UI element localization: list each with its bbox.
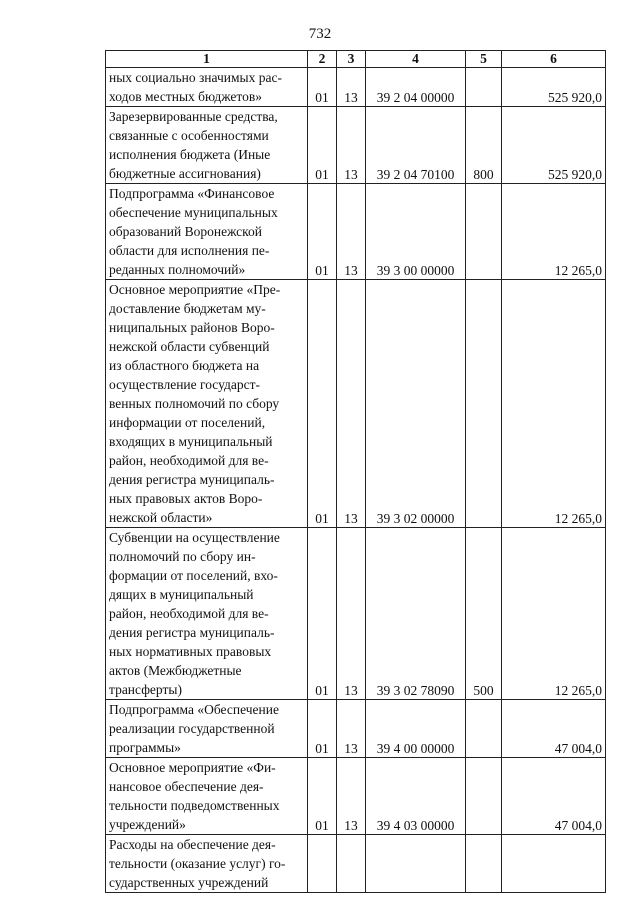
row-name-line: район, необходимой для ве-: [109, 606, 269, 621]
row-name-line: ных нормативных правовых: [109, 644, 272, 659]
page-number: 732: [308, 26, 332, 42]
row-name-line: информации от поселений,: [109, 415, 266, 430]
section-code-cell: 01: [308, 280, 337, 528]
table-row: [106, 280, 606, 528]
table-row: [106, 835, 606, 893]
row-name-line: реализации государственной: [109, 721, 275, 736]
row-name-line: ных социально значимых рас-: [109, 70, 282, 85]
table-row: [106, 184, 606, 280]
table-row: [106, 107, 606, 184]
section-code-cell: 01: [308, 700, 337, 758]
subsection-code-cell: 13: [337, 184, 366, 280]
amount-cell: 12 265,0: [502, 280, 606, 528]
header-col-4: 4: [366, 51, 466, 68]
amount-cell: [502, 835, 606, 893]
amount-cell: 47 004,0: [502, 758, 606, 835]
row-name-line: нежской области субвенций: [109, 339, 270, 354]
row-name-cell: [106, 758, 308, 835]
subsection-code-cell: 13: [337, 700, 366, 758]
row-name-line: Подпрограмма «Обеспечение: [109, 702, 279, 717]
section-code-cell: 01: [308, 528, 337, 700]
subsection-code-cell: 13: [337, 528, 366, 700]
budget-table: [105, 50, 606, 893]
header-col-5: 5: [466, 51, 502, 68]
table-row: [106, 68, 606, 107]
row-name-line: осуществление государст-: [109, 377, 261, 392]
amount-cell: 525 920,0: [502, 107, 606, 184]
row-name-cell: [106, 107, 308, 184]
header-col-6: 6: [502, 51, 606, 68]
row-name-line: район, необходимой для ве-: [109, 453, 269, 468]
table-row: [106, 528, 606, 700]
expense-type-cell: [466, 68, 502, 107]
amount-cell: 12 265,0: [502, 528, 606, 700]
row-name-line: Основное мероприятие «Фи-: [109, 760, 276, 775]
section-code-cell: 01: [308, 184, 337, 280]
table-body: [106, 68, 606, 893]
table-row: [106, 700, 606, 758]
row-name-cell: [106, 835, 308, 893]
row-name-line: нансовое обеспечение дея-: [109, 779, 264, 794]
row-name-cell: [106, 528, 308, 700]
target-article-cell: 39 3 02 00000: [366, 280, 466, 528]
table-row: [106, 758, 606, 835]
row-name-line: ниципальных районов Воро-: [109, 320, 275, 335]
row-name-line: исполнения бюджета (Иные: [109, 147, 271, 162]
row-name-cell: [106, 700, 308, 758]
row-name-line: ных правовых актов Воро-: [109, 491, 263, 506]
row-name-cell: [106, 184, 308, 280]
row-name-line: Основное мероприятие «Пре-: [109, 282, 281, 297]
row-name-line: ходов местных бюджетов»: [109, 89, 263, 104]
row-name-line: полномочий по сбору ин-: [109, 549, 256, 564]
row-name-line: Субвенции на осуществление: [109, 530, 280, 545]
row-name-line: программы»: [109, 740, 181, 755]
row-name-line: бюджетные ассигнования): [109, 166, 261, 181]
subsection-code-cell: 13: [337, 68, 366, 107]
row-name-line: связанные с особенностями: [109, 128, 269, 143]
row-name-cell: [106, 68, 308, 107]
row-name-line: Зарезервированные средства,: [109, 109, 278, 124]
row-name-line: дения регистра муниципаль-: [109, 472, 275, 487]
header-col-2: 2: [308, 51, 337, 68]
amount-cell: 47 004,0: [502, 700, 606, 758]
row-name-line: венных полномочий по сбору: [109, 396, 280, 411]
target-article-cell: 39 3 02 78090: [366, 528, 466, 700]
amount-cell: 525 920,0: [502, 68, 606, 107]
row-name-line: области для исполнения пе-: [109, 243, 270, 258]
header-col-3: 3: [337, 51, 366, 68]
expense-type-cell: [466, 184, 502, 280]
row-name-line: обеспечение муниципальных: [109, 205, 278, 220]
target-article-cell: 39 4 00 00000: [366, 700, 466, 758]
amount-cell: 12 265,0: [502, 184, 606, 280]
header-col-1: 1: [106, 51, 308, 68]
subsection-code-cell: 13: [337, 107, 366, 184]
expense-type-cell: [466, 758, 502, 835]
row-name-line: сударственных учреждений: [109, 875, 269, 890]
row-name-line: тельности подведомственных: [109, 798, 280, 813]
row-name-line: нежской области»: [109, 510, 213, 525]
row-name-line: дящих в муниципальный: [109, 587, 254, 602]
expense-type-cell: [466, 280, 502, 528]
section-code-cell: 01: [308, 758, 337, 835]
expense-type-cell: 500: [466, 528, 502, 700]
target-article-cell: [366, 835, 466, 893]
row-name-line: Расходы на обеспечение дея-: [109, 837, 276, 852]
row-name-line: образований Воронежской: [109, 224, 262, 239]
row-name-line: формации от поселений, вхо-: [109, 568, 278, 583]
row-name-cell: [106, 280, 308, 528]
target-article-cell: 39 4 03 00000: [366, 758, 466, 835]
row-name-line: Подпрограмма «Финансовое: [109, 186, 275, 201]
section-code-cell: [308, 835, 337, 893]
subsection-code-cell: 13: [337, 758, 366, 835]
subsection-code-cell: 13: [337, 280, 366, 528]
row-name-line: входящих в муниципальный: [109, 434, 273, 449]
row-name-line: тельности (оказание услуг) го-: [109, 856, 286, 871]
subsection-code-cell: [337, 835, 366, 893]
expense-type-cell: [466, 835, 502, 893]
section-code-cell: 01: [308, 68, 337, 107]
row-name-line: из областного бюджета на: [109, 358, 260, 373]
section-code-cell: 01: [308, 107, 337, 184]
table-header-row: [106, 51, 606, 68]
row-name-line: трансферты): [109, 682, 182, 697]
target-article-cell: 39 2 04 00000: [366, 68, 466, 107]
row-name-line: доставление бюджетам му-: [109, 301, 266, 316]
row-name-line: учреждений»: [109, 817, 186, 832]
row-name-line: актов (Межбюджетные: [109, 663, 242, 678]
row-name-line: реданных полномочий»: [109, 262, 246, 277]
target-article-cell: 39 3 00 00000: [366, 184, 466, 280]
expense-type-cell: [466, 700, 502, 758]
expense-type-cell: 800: [466, 107, 502, 184]
target-article-cell: 39 2 04 70100: [366, 107, 466, 184]
row-name-line: дения регистра муниципаль-: [109, 625, 275, 640]
